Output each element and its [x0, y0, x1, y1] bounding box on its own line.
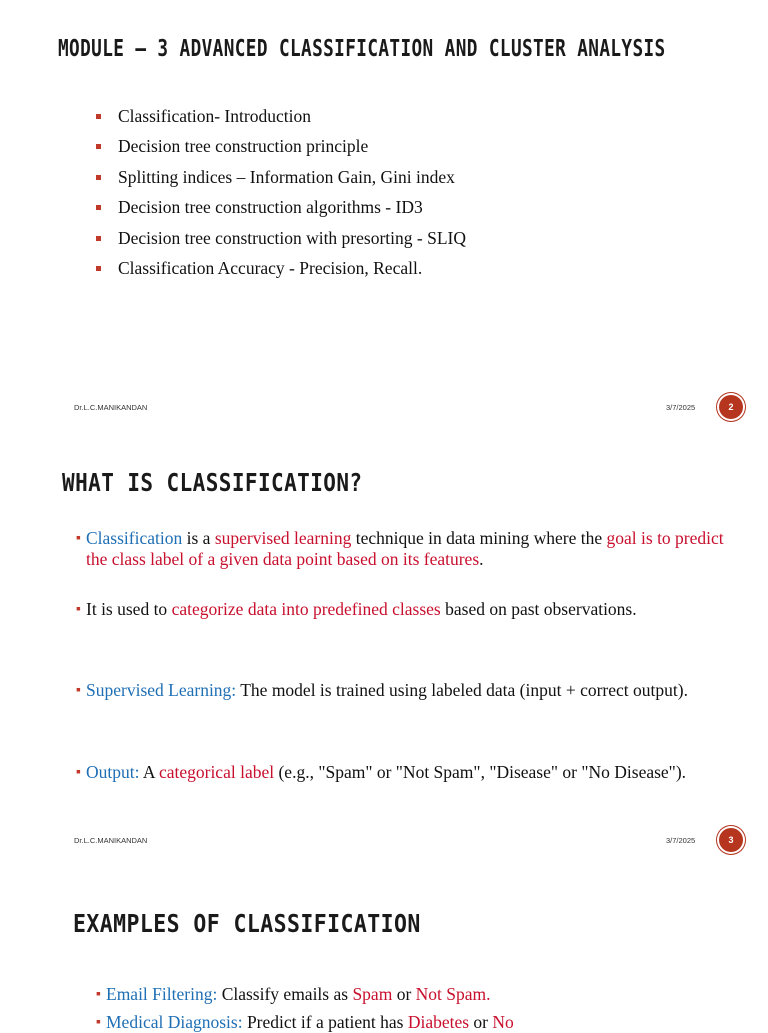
highlight-spam: Spam — [352, 984, 393, 1004]
text-run: or — [392, 984, 416, 1004]
slide-2 — [0, 432, 768, 865]
term-email-filtering: Email Filtering: — [106, 984, 218, 1004]
term-supervised-learning: supervised learning — [214, 528, 352, 548]
slide-title: EXAMPLES OF CLASSIFICATION — [73, 909, 421, 938]
text-run: The model is trained using labeled data (input + correct output). — [236, 680, 688, 700]
page-number-badge: 3 — [719, 828, 743, 852]
text-run: A — [139, 762, 159, 782]
footer-date: 3/7/2025 — [666, 836, 696, 845]
text-run: technique in data mining where the — [351, 528, 607, 548]
footer-author: Dr.L.C.MANIKANDAN — [74, 403, 148, 412]
highlight-no: No — [492, 1012, 514, 1032]
list-item: Decision tree construction algorithms - ID3 — [96, 197, 466, 217]
slide-title: MODULE – 3 ADVANCED CLASSIFICATION AND CLUSTER ANALYSIS — [58, 36, 666, 62]
paragraph — [76, 528, 726, 570]
highlight-diabetes: Diabetes — [407, 1012, 470, 1032]
paragraph — [76, 599, 726, 620]
highlight-categorize: categorize data into predefined classes — [171, 599, 441, 619]
paragraph — [76, 680, 726, 701]
text-run: . — [479, 549, 484, 569]
highlight-categorical-label: categorical label — [158, 762, 275, 782]
list-item: Decision tree construction principle — [96, 136, 466, 156]
list-item: Decision tree construction with presorting - SLIQ — [96, 228, 466, 248]
text-run: Predict if a patient has — [242, 1012, 408, 1032]
text-run: or — [469, 1012, 493, 1032]
bullet-marker: ▪ — [76, 531, 81, 546]
bullet-marker: ▪ — [76, 602, 81, 617]
paragraph — [76, 762, 726, 783]
term-supervised-learning-label: Supervised Learning: — [86, 680, 237, 700]
term-medical-diagnosis: Medical Diagnosis: — [106, 1012, 243, 1032]
list-item: Splitting indices – Information Gain, Gini index — [96, 167, 466, 187]
list-item: Classification- Introduction — [96, 106, 466, 126]
text-run: Classify emails as — [217, 984, 353, 1004]
footer-author: Dr.L.C.MANIKANDAN — [74, 836, 148, 845]
text-run: It is used to — [86, 599, 172, 619]
paragraph — [96, 1012, 746, 1033]
list-item: Classification Accuracy - Precision, Recall. — [96, 258, 466, 278]
highlight-not-spam: Not Spam. — [415, 984, 491, 1004]
footer-date: 3/7/2025 — [666, 403, 696, 412]
bullet-marker: ▪ — [76, 683, 81, 698]
bullet-marker: ▪ — [96, 987, 101, 1002]
slide-title: WHAT IS CLASSIFICATION? — [62, 468, 363, 497]
highlight-goal: goal is to predict the class label of a given data point based on its features — [86, 528, 724, 569]
topic-list — [96, 106, 466, 288]
term-classification: Classification — [86, 528, 183, 548]
term-output-label: Output: — [86, 762, 140, 782]
bullet-marker: ▪ — [96, 1015, 101, 1030]
text-run: (e.g., "Spam" or "Not Spam", "Disease" or "No Disease"). — [274, 762, 687, 782]
slide-1 — [0, 0, 768, 432]
slide-3 — [0, 865, 768, 1032]
page-number-badge: 2 — [719, 395, 743, 419]
text-run: is a — [182, 528, 215, 548]
text-run: based on past observations. — [440, 599, 637, 619]
paragraph — [96, 984, 746, 1005]
bullet-marker: ▪ — [76, 765, 81, 780]
